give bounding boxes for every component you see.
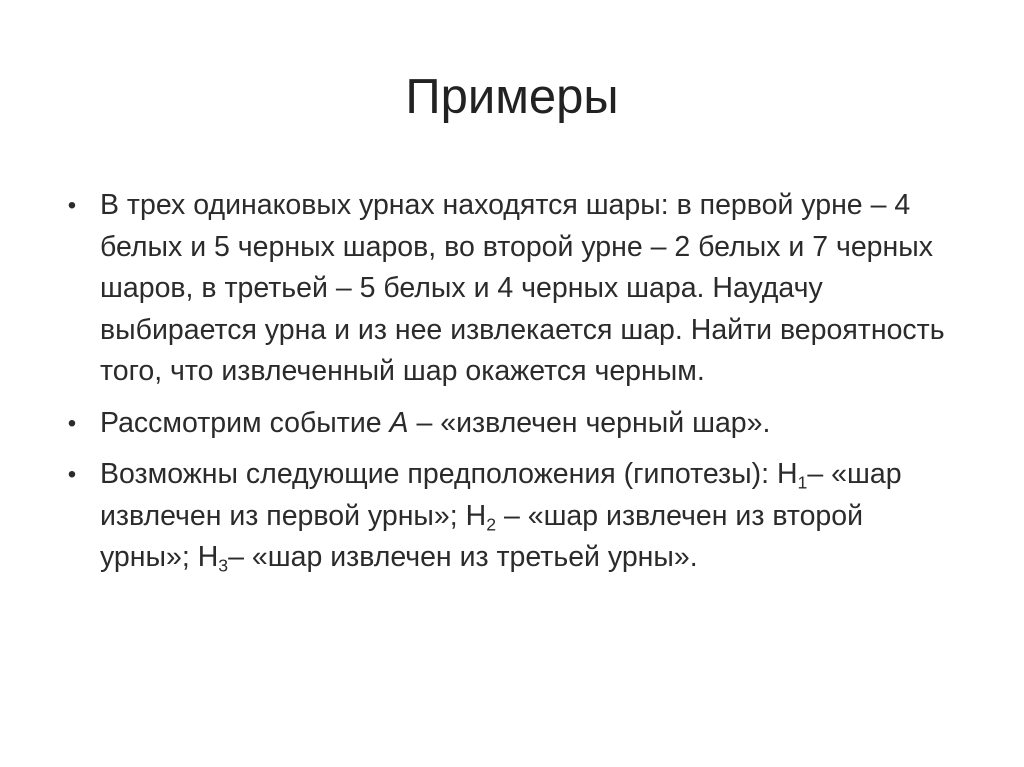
hypothesis-1-index: 1 [797, 472, 808, 493]
hypothesis-2-index: 2 [486, 513, 497, 534]
bullet-item-event [60, 403, 960, 445]
hypothesis-2-text: – «шар извлечен из второй урны»; [100, 499, 864, 573]
slide-title: Примеры [405, 70, 619, 124]
bullet-icon: • [67, 192, 77, 219]
event-symbol: A [389, 406, 409, 439]
event-prefix: Рассмотрим событие [100, 406, 390, 439]
problem-text: В трех одинаковых урнах находятся шары: в первой урне – 4 белых и 5 черных шаров, во второй урне – 2 белых и 7 черных шаров, в третьей – 5 белых и 4 черных шара. Наудачу выбирается урна и из нее извлекается шар. Найти вероятность того, что извлеченный шар окажется черным. [100, 189, 945, 387]
hypothesis-2-symbol: H [465, 499, 487, 532]
bullet-item-problem [60, 185, 960, 393]
hypothesis-3-symbol: H [197, 541, 219, 573]
hypotheses-intro: Возможны следующие предположения (гипотезы): [100, 458, 777, 490]
bullet-icon: • [67, 409, 77, 437]
hypothesis-3-text: – «шар извлечен из третьей урны». [228, 541, 698, 573]
bullet-icon: • [67, 461, 77, 488]
hypothesis-1-text: – «шар извлечен из первой урны»; [100, 458, 902, 532]
hypothesis-1-symbol: H [776, 458, 798, 490]
event-suffix: – «извлечен черный шар». [408, 406, 771, 439]
hypothesis-3-index: 3 [218, 555, 229, 576]
bullet-item-hypotheses [60, 454, 960, 579]
bullet-list [60, 185, 960, 589]
